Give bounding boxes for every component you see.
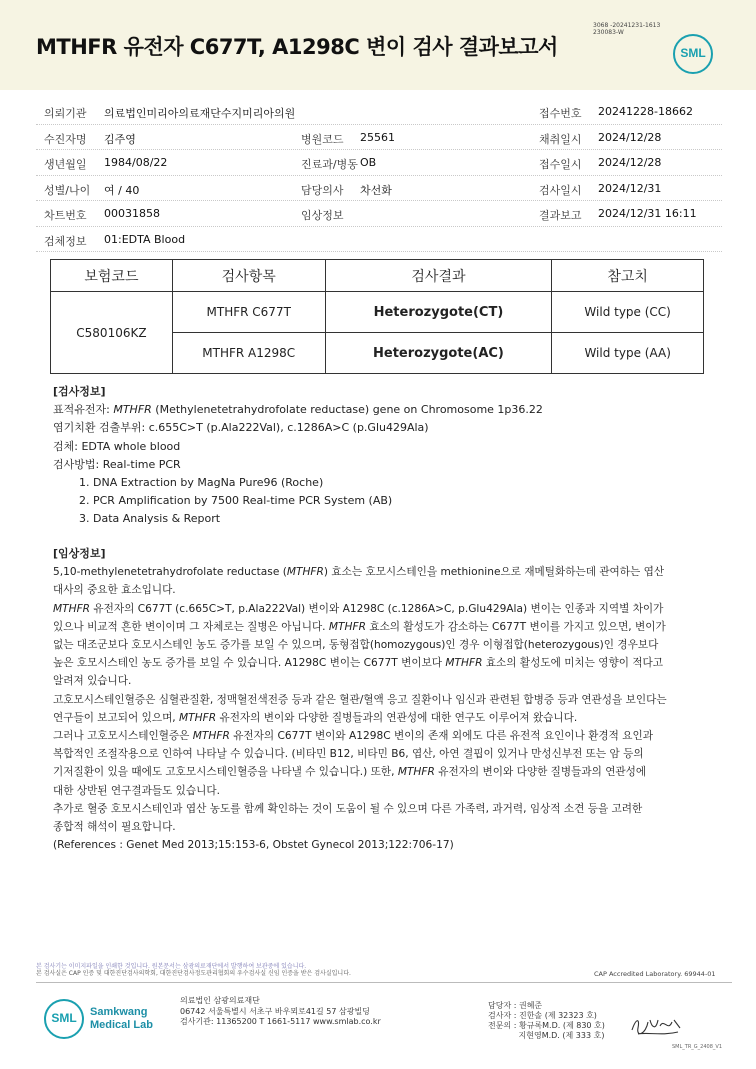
clinical-text: 기저질환이 있을 때에도 고호모시스테인혈증을 나타낼 수 있습니다.) 또한, xyxy=(53,766,398,779)
clinical-text: 종합적 해석이 필요합니다. xyxy=(53,821,176,834)
clinical-line xyxy=(53,672,733,690)
staff-list xyxy=(488,1001,605,1041)
gene-name: MTHFR xyxy=(397,766,435,779)
logo-text: SML xyxy=(680,46,706,60)
dob-label: 생년월일 xyxy=(44,158,87,171)
method-step: 1. DNA Extraction by MagNa Pure96 (Roche) xyxy=(79,476,324,490)
hospital-code-label: 병원코드 xyxy=(301,132,344,146)
footer-divider xyxy=(36,982,732,983)
results-header-row xyxy=(51,260,704,292)
info-row xyxy=(36,125,722,151)
clinical-text: ) 효소는 호모시스테인을 methionine으로 재메틸화하는데 관여하는 엽산 xyxy=(323,566,665,579)
clinical-line xyxy=(53,636,733,654)
clinical-text: 높은 호모시스테인 농도 증가를 보일 수 있습니다. A1298C 변이는 C677T 변이보다 xyxy=(53,657,446,670)
test-result: Heterozygote(CT) xyxy=(325,292,552,333)
test-item: MTHFR A1298C xyxy=(172,333,325,374)
gene-name: MTHFR xyxy=(328,620,366,633)
collection-date-label: 채취일시 xyxy=(539,132,582,146)
clinical-line xyxy=(53,581,733,599)
info-row xyxy=(36,201,722,227)
collection-date-value: 2024/12/28 xyxy=(598,130,662,144)
patient-info xyxy=(36,99,722,252)
header-test-item: 검사항목 xyxy=(172,260,325,292)
sex-age-label: 성별/나이 xyxy=(44,183,91,197)
cap-accreditation: CAP Accredited Laboratory. 69944-01 xyxy=(594,970,716,978)
org-name: 의료법인 삼광의료재단 xyxy=(180,996,260,1005)
test-info-heading: [검사정보] xyxy=(53,385,106,398)
sex-age-value: 여 / 40 xyxy=(104,183,140,197)
gene-name: MTHFR xyxy=(445,657,483,670)
fine-print xyxy=(36,963,351,977)
target-gene-line xyxy=(53,401,733,419)
form-code: SML_TR_G_2408_V1 xyxy=(672,1044,723,1050)
report-date-value: 2024/12/31 16:11 xyxy=(598,207,697,220)
fine-print-line: 본 검사실은 CAP 인증 및 대한진단검사의학회, 대한진단검사정도관리협회의 우수검사실 신임 인증을 받은 검사실입니다. xyxy=(36,970,351,977)
clinical-line xyxy=(53,654,733,672)
clinical-line xyxy=(53,818,733,836)
header-reference: 참고치 xyxy=(552,260,704,292)
info-row xyxy=(36,176,722,202)
clinical-text: 대사의 중요한 효소입니다. xyxy=(53,584,176,597)
clinical-line xyxy=(53,563,733,581)
report-header xyxy=(0,0,756,90)
sml-logo-icon xyxy=(673,34,713,74)
clinical-text: 유전자의 변이와 다양한 질병들과의 연관성에 xyxy=(434,766,647,779)
institution-label: 의뢰기관 xyxy=(44,107,87,120)
document-id xyxy=(593,22,660,36)
specimen-label: 검체정보 xyxy=(44,234,87,248)
detection-sites: 염기치환 검출부위: c.655C>T (p.Ala222Val), c.1286A>C (p.Glu429Ala) xyxy=(53,421,429,435)
test-date-label: 검사일시 xyxy=(539,183,582,197)
staff-line: 담당자 : 권혜준 xyxy=(488,1001,543,1010)
fine-print-line: 본 검사기는 이미지파일을 인쇄한 것입니다. 원본문서는 삼광의료재단에서 발행하여 보관중에 있습니다. xyxy=(36,963,307,970)
clinical-text: 대한 상반된 연구결과들도 있습니다. xyxy=(53,784,220,797)
clinical-text: 알려져 있습니다. xyxy=(53,675,132,688)
clinical-line xyxy=(53,600,733,618)
chart-value: 00031858 xyxy=(104,207,160,220)
info-row xyxy=(36,150,722,176)
received-date-label: 접수일시 xyxy=(539,158,582,171)
report-date-label: 결과보고 xyxy=(539,209,582,222)
clinical-text: 그러나 고호모시스테인혈증은 xyxy=(53,730,193,743)
reference-value: Wild type (CC) xyxy=(552,292,704,333)
header-insurance-code: 보험코드 xyxy=(51,260,173,292)
clinical-line xyxy=(53,782,733,800)
test-date-value: 2024/12/31 xyxy=(598,181,662,195)
header-test-result: 검사결과 xyxy=(325,260,552,292)
clinical-text: 고호모시스테인혈증은 심혈관질환, 정맥혈전색전증 등과 같은 혈관/혈액 응고 질환이나 임신과 관련된 합병증 등과 연관성을 보인다는 xyxy=(53,693,667,706)
clinical-line xyxy=(53,763,733,781)
gene-name: MTHFR xyxy=(286,566,324,579)
accession-label: 접수번호 xyxy=(539,107,582,120)
clinical-info-section xyxy=(53,545,733,854)
report-title: MTHFR 유전자 C677T, A1298C 변이 검사 결과보고서 xyxy=(36,35,558,59)
brand-name xyxy=(90,1006,153,1032)
contact-line: 검사기관: 11365200 T 1661-5117 www.smlab.co.kr xyxy=(180,1017,381,1026)
method-step: 3. Data Analysis & Report xyxy=(79,512,221,526)
results-table xyxy=(50,259,704,374)
brand-line: Medical Lab xyxy=(90,1019,153,1031)
clinical-text: 복합적인 조절작용으로 인하여 나타날 수 있습니다. (비타민 B12, 비타민 B6, 엽산, 아연 결핍이 있거나 만성신부전 또는 암 등의 xyxy=(53,748,644,761)
clinical-text: 효소의 활성도에 미치는 영향이 적다고 xyxy=(482,657,664,670)
test-item: MTHFR C677T xyxy=(172,292,325,333)
clinical-line xyxy=(53,691,733,709)
clinical-text: 유전자의 C677T 변이와 A1298C 변이의 존재 외에도 다른 유전적 요인이나 환경적 요인과 xyxy=(229,730,653,743)
sml-logo-icon xyxy=(44,999,84,1039)
lab-address xyxy=(180,996,381,1028)
clinical-line xyxy=(53,727,733,745)
physician-value: 차선화 xyxy=(360,183,392,197)
chart-label: 차트번호 xyxy=(44,209,87,222)
clinical-text: 5,10-methylenetetrahydrofolate reductase ( xyxy=(53,566,287,579)
insurance-code: C580106KZ xyxy=(51,292,173,374)
clinical-info-heading: [임상정보] xyxy=(53,547,106,560)
gene-name: MTHFR xyxy=(179,711,217,724)
staff-line: 검사자 : 진한솔 (제 32323 호) xyxy=(488,1011,597,1020)
staff-line: 전문의 : 황규록M.D. (제 830 호) xyxy=(488,1021,605,1030)
target-desc: (Methylenetetrahydrofolate reductase) gene on Chromosome 1p36.22 xyxy=(151,403,543,417)
clinical-text: 유전자의 C677T (c.665C>T, p.Ala222Val) 변이와 A1298C (c.1286A>C, p.Glu429Ala) 변이는 인종과 지역별 차이가 xyxy=(90,602,664,615)
department-label: 진료과/병동 xyxy=(301,158,358,171)
gene-name: MTHFR xyxy=(192,730,230,743)
clinical-info-body xyxy=(53,563,733,854)
clinical-text: (References : Genet Med 2013;15:153-6, Obstet Gynecol 2013;122:706-17) xyxy=(53,839,454,852)
reference-value: Wild type (AA) xyxy=(552,333,704,374)
clinical-text: 유전자의 변이와 다양한 질병들과의 연관성에 대한 연구도 이루어져 왔습니다. xyxy=(216,711,578,724)
target-gene: MTHFR xyxy=(113,403,152,417)
test-result: Heterozygote(AC) xyxy=(325,333,552,374)
clinical-line xyxy=(53,709,733,727)
hospital-code-value: 25561 xyxy=(360,130,395,144)
clinical-line xyxy=(53,800,733,818)
clinical-line xyxy=(53,836,733,854)
gene-name: MTHFR xyxy=(53,602,91,615)
institution-value: 의료법인미리아의료재단수지미리아의원 xyxy=(104,107,296,120)
staff-line: 지현영M.D. (제 333 호) xyxy=(488,1031,605,1040)
document-id-line: 3068 -20241231-1613 xyxy=(593,22,661,29)
target-prefix: 표적유전자: xyxy=(53,403,114,417)
clinical-line xyxy=(53,745,733,763)
test-info-section xyxy=(53,383,733,529)
clinical-text: 추가로 혈중 호모시스테인과 엽산 농도를 함께 확인하는 것이 도움이 될 수 있으며 다른 가족력, 과거력, 임상적 소견 등을 고려한 xyxy=(53,802,643,815)
name-value: 김주영 xyxy=(104,132,136,146)
received-date-value: 2024/12/28 xyxy=(598,156,662,169)
clinical-text: 연구들이 보고되어 있으며, xyxy=(53,711,180,724)
method-step: 2. PCR Amplification by 7500 Real-time PCR System (AB) xyxy=(79,494,393,508)
brand-line: Samkwang xyxy=(90,1006,148,1018)
specimen-value: 01:EDTA Blood xyxy=(104,232,186,246)
clinical-text: 효소의 활성도가 감소하는 C677T 변이를 가지고 있으면, 변이가 xyxy=(365,620,666,633)
dob-value: 1984/08/22 xyxy=(104,156,168,169)
document-id-line: 230083-W xyxy=(593,29,624,36)
department-value: OB xyxy=(360,156,377,169)
logo-text: SML xyxy=(51,1011,77,1025)
address-line: 06742 서울특별시 서초구 바우뫼로41길 57 삼광빌딩 xyxy=(180,1006,370,1016)
name-label: 수진자명 xyxy=(44,132,87,146)
signature-icon xyxy=(628,1012,684,1038)
clinical-text: 없는 대조군보다 호모시스테인 농도 증가를 보일 수 있으며, 동형접합(homozygous)인 경우 이형접합(heterozygous)인 경우보다 xyxy=(53,639,659,652)
table-row xyxy=(51,292,704,333)
accession-value: 20241228-18662 xyxy=(598,105,693,118)
physician-label: 담당의사 xyxy=(301,183,344,197)
method-line: 검사방법: Real-time PCR xyxy=(53,457,181,471)
info-row xyxy=(36,99,722,125)
clinical-line xyxy=(53,618,733,636)
clinical-label: 임상정보 xyxy=(301,209,344,222)
specimen-line: 검체: EDTA whole blood xyxy=(53,439,181,453)
clinical-text: 있으나 비교적 흔한 변이이며 그 자체로는 질병은 아닙니다. xyxy=(53,620,329,633)
info-row xyxy=(36,227,722,253)
